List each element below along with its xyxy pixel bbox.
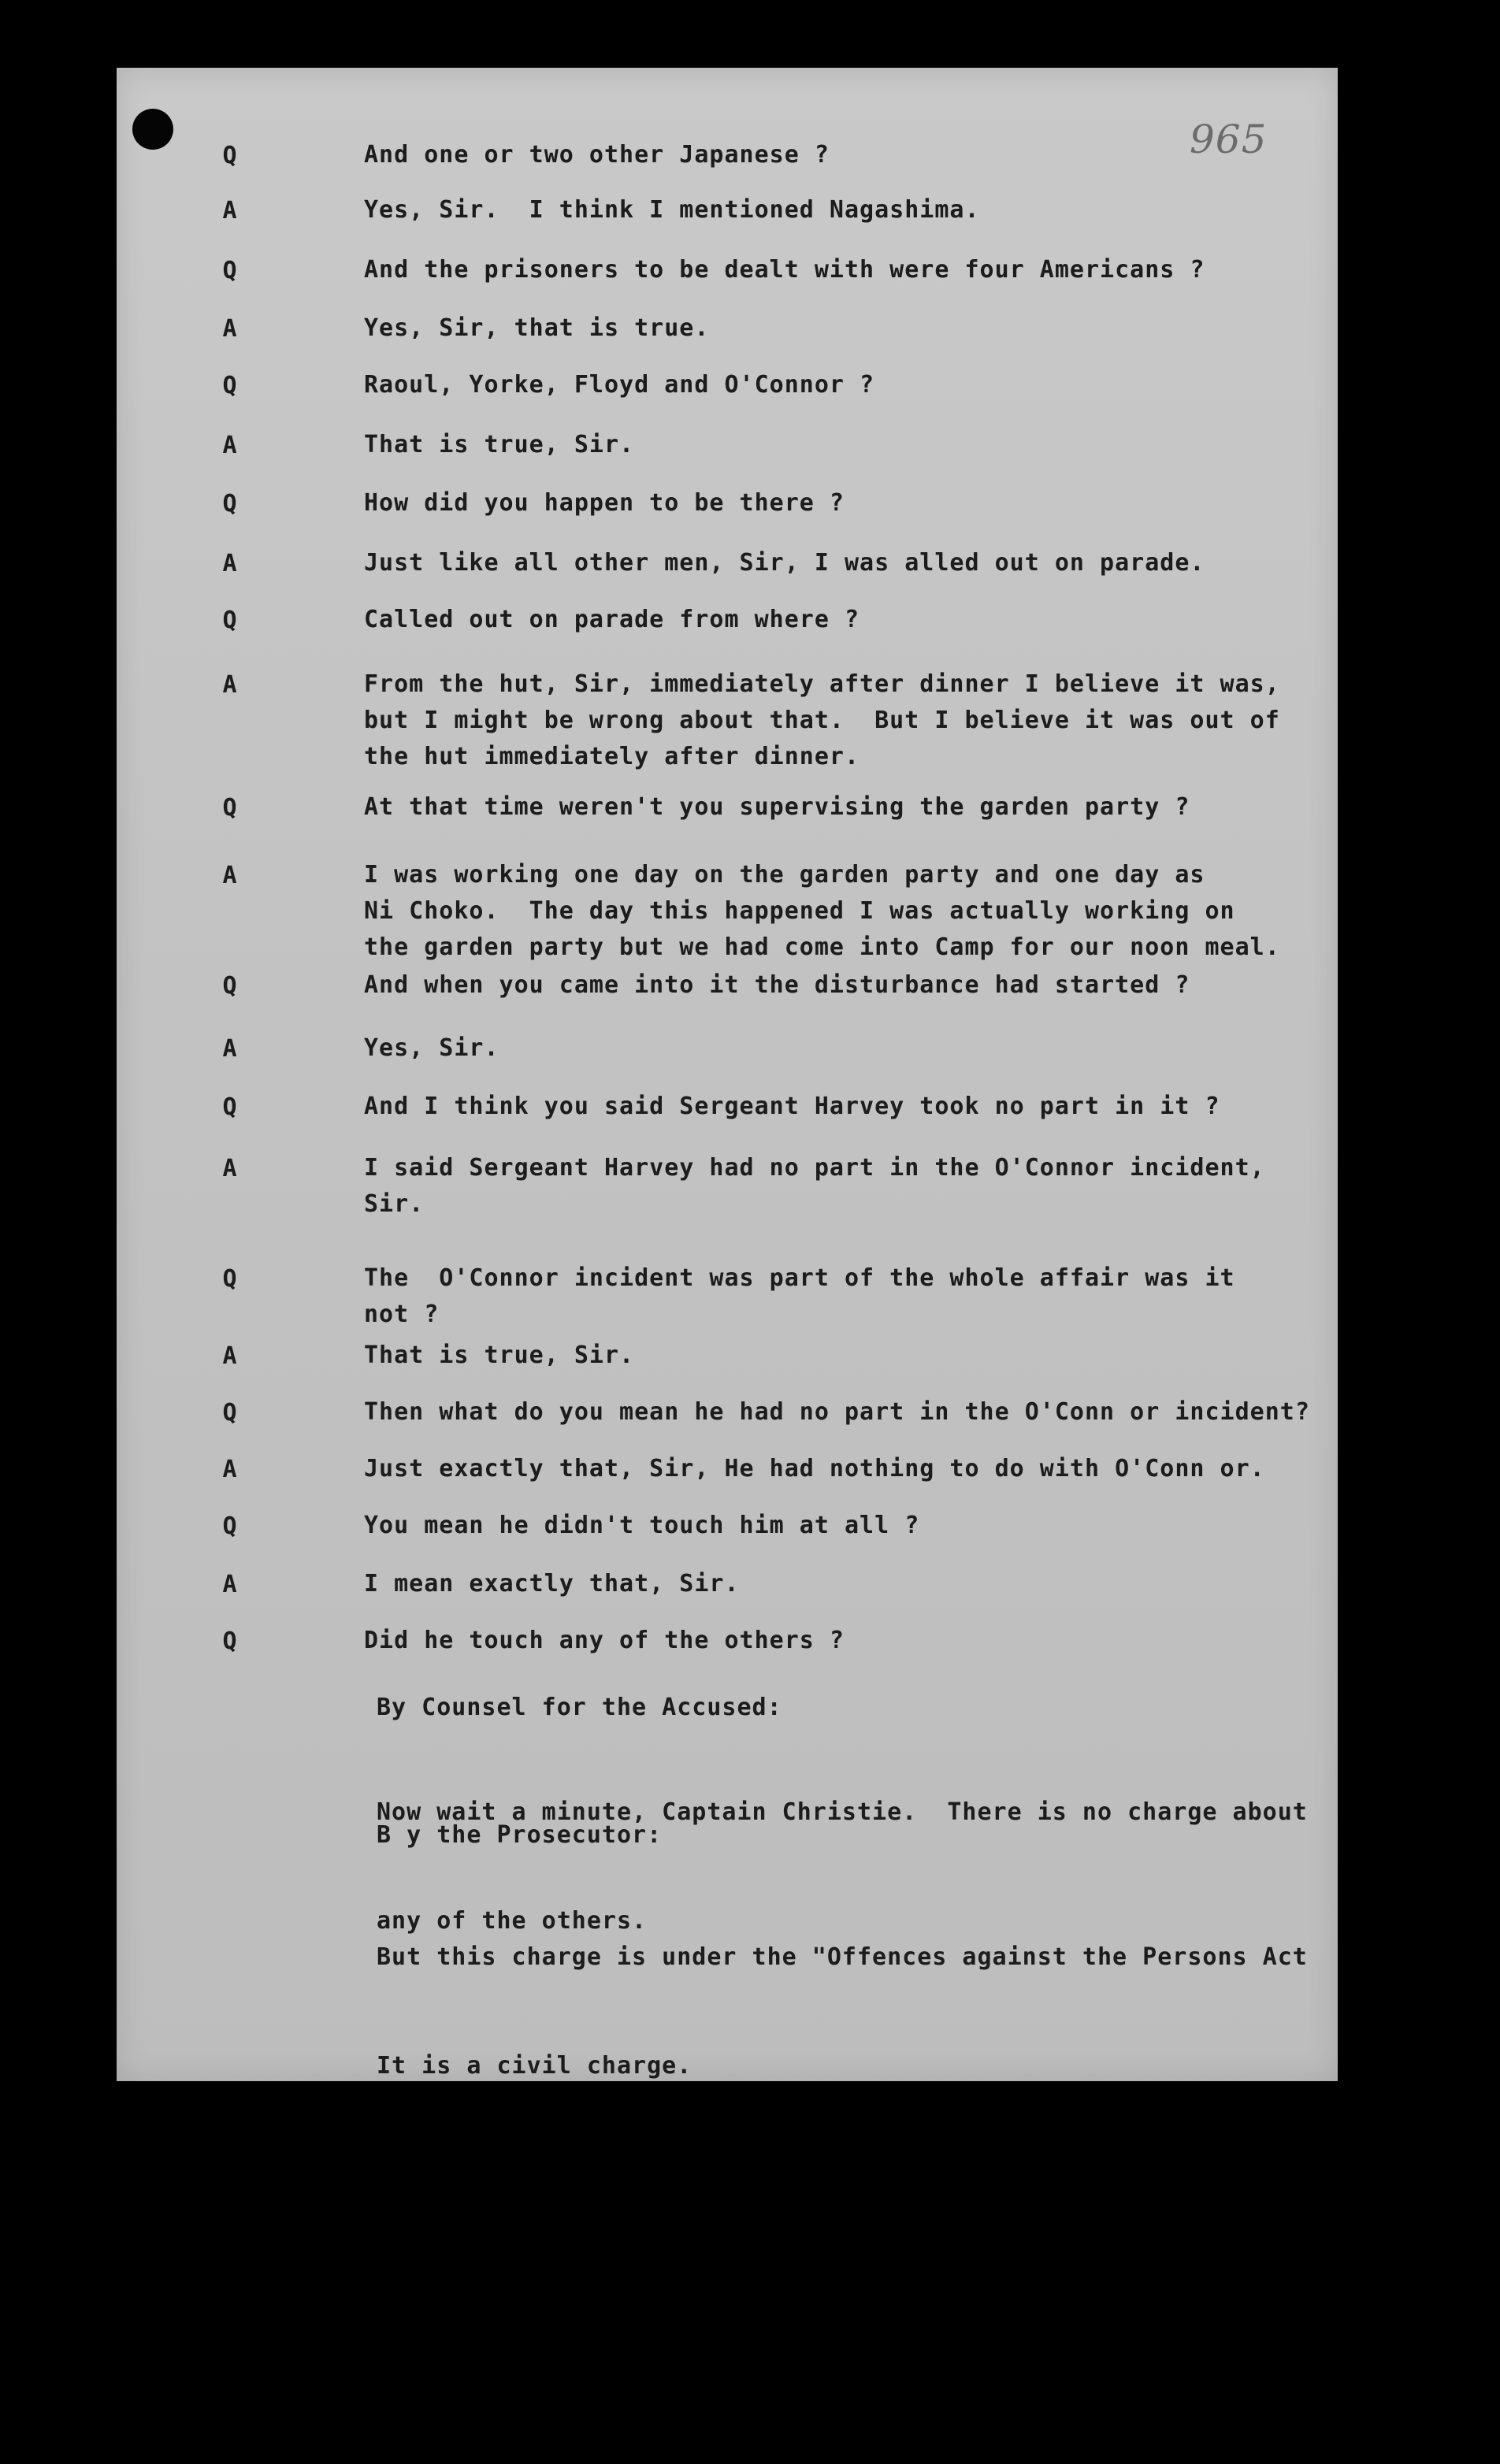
transcript-line: From the hut, Sir, immediately after dinner I believe it was, <box>364 670 1280 698</box>
answer-text <box>364 857 1325 966</box>
answer-text <box>364 1451 1325 1487</box>
transcript-line: And one or two other Japanese ? <box>364 141 830 169</box>
transcript-line: How did you happen to be there ? <box>364 489 845 517</box>
question-marker: Q <box>222 1265 238 1293</box>
question-marker: Q <box>222 142 238 169</box>
transcript-line: Yes, Sir. I think I mentioned Nagashima. <box>364 196 980 224</box>
answer-marker: A <box>222 550 238 577</box>
transcript-line: I was working one day on the garden party and one day as <box>364 861 1205 889</box>
transcript-line: Ni Choko. The day this happened I was actually working on <box>364 897 1235 925</box>
question-text <box>364 1089 1325 1125</box>
transcript-line: Did he touch any of the others ? <box>364 1627 845 1654</box>
question-text <box>364 1508 1325 1544</box>
prosecutor-line: It is a civil charge. <box>377 2052 692 2080</box>
punch-hole <box>132 109 173 150</box>
question-text <box>364 1623 1325 1659</box>
transcript-line: Just like all other men, Sir, I was alled out on parade. <box>364 549 1205 577</box>
question-marker: Q <box>222 1093 238 1121</box>
transcript-line: Then what do you mean he had no part in the O'Conn or incident? <box>364 1398 1310 1426</box>
transcript-line: At that time weren't you supervising the garden party ? <box>364 793 1190 821</box>
question-text <box>364 789 1325 826</box>
transcript-line: That is true, Sir. <box>364 431 635 458</box>
question-text <box>364 1394 1325 1431</box>
transcript-line: the garden party but we had come into Camp for our noon meal. <box>364 933 1280 961</box>
question-text <box>364 967 1325 1004</box>
question-marker: Q <box>222 372 238 399</box>
answer-marker: A <box>222 432 238 459</box>
transcript-line: Called out on parade from where ? <box>364 606 860 633</box>
document-page <box>117 68 1338 2081</box>
answer-text <box>364 545 1325 581</box>
transcript-line: The O'Connor incident was part of the whole affair was it <box>364 1264 1235 1292</box>
answer-text <box>364 310 1325 347</box>
prosecutor-statement <box>377 1867 1338 2157</box>
transcript-line: but I might be wrong about that. But I believe it was out of <box>364 707 1280 734</box>
question-marker: Q <box>222 1399 238 1427</box>
prosecutor-line: But this charge is under the "Offences against the Persons Act <box>377 1943 1308 1971</box>
transcript-line: That is true, Sir. <box>364 1341 635 1369</box>
answer-text <box>364 1566 1325 1602</box>
transcript-line: I said Sergeant Harvey had no part in the O'Connor incident, <box>364 1154 1265 1182</box>
question-text <box>364 137 1325 173</box>
page-number: 965 <box>1190 117 1268 162</box>
question-text <box>364 485 1325 521</box>
transcript-line: Just exactly that, Sir, He had nothing to do with O'Conn or. <box>364 1455 1265 1482</box>
question-marker: Q <box>222 490 238 518</box>
answer-marker: A <box>222 671 238 699</box>
question-marker: Q <box>222 972 238 1000</box>
transcript-line: not ? <box>364 1301 440 1328</box>
prosecutor-heading: B y the Prosecutor: <box>377 1821 663 1849</box>
counsel-line: Now wait a minute, Captain Christie. There is no charge about <box>377 1798 1308 1826</box>
question-marker: Q <box>222 1512 238 1540</box>
transcript-line: Yes, Sir. <box>364 1034 499 1062</box>
answer-marker: A <box>222 197 238 225</box>
transcript-line: Raoul, Yorke, Floyd and O'Connor ? <box>364 371 875 399</box>
transcript-line: Yes, Sir, that is true. <box>364 314 710 342</box>
question-text <box>364 1260 1325 1333</box>
transcript-line: And I think you said Sergeant Harvey took no part in it ? <box>364 1093 1220 1120</box>
answer-text <box>364 192 1325 228</box>
question-marker: Q <box>222 1627 238 1655</box>
transcript-line: And when you came into it the disturbance had started ? <box>364 971 1190 999</box>
question-marker: Q <box>222 607 238 634</box>
counsel-line: any of the others. <box>377 1907 648 1935</box>
question-text <box>364 367 1325 403</box>
transcript-line: I mean exactly that, Sir. <box>364 1570 740 1598</box>
answer-text <box>364 1338 1325 1374</box>
question-marker: Q <box>222 794 238 822</box>
answer-text <box>364 1030 1325 1067</box>
answer-marker: A <box>222 1155 238 1182</box>
question-text <box>364 602 1325 638</box>
answer-text <box>364 666 1325 775</box>
answer-text <box>364 1150 1325 1223</box>
transcript-line: Sir. <box>364 1190 425 1218</box>
answer-marker: A <box>222 862 238 889</box>
answer-marker: A <box>222 1035 238 1063</box>
answer-marker: A <box>222 1571 238 1598</box>
transcript-line: You mean he didn't touch him at all ? <box>364 1512 920 1539</box>
question-text <box>364 252 1325 288</box>
transcript-line: the hut immediately after dinner. <box>364 743 860 770</box>
question-marker: Q <box>222 257 238 284</box>
transcript-line: And the prisoners to be dealt with were four Americans ? <box>364 256 1205 284</box>
answer-marker: A <box>222 1456 238 1483</box>
answer-text <box>364 427 1325 463</box>
answer-marker: A <box>222 1342 238 1370</box>
answer-marker: A <box>222 315 238 343</box>
counsel-heading: By Counsel for the Accused: <box>377 1694 782 1721</box>
